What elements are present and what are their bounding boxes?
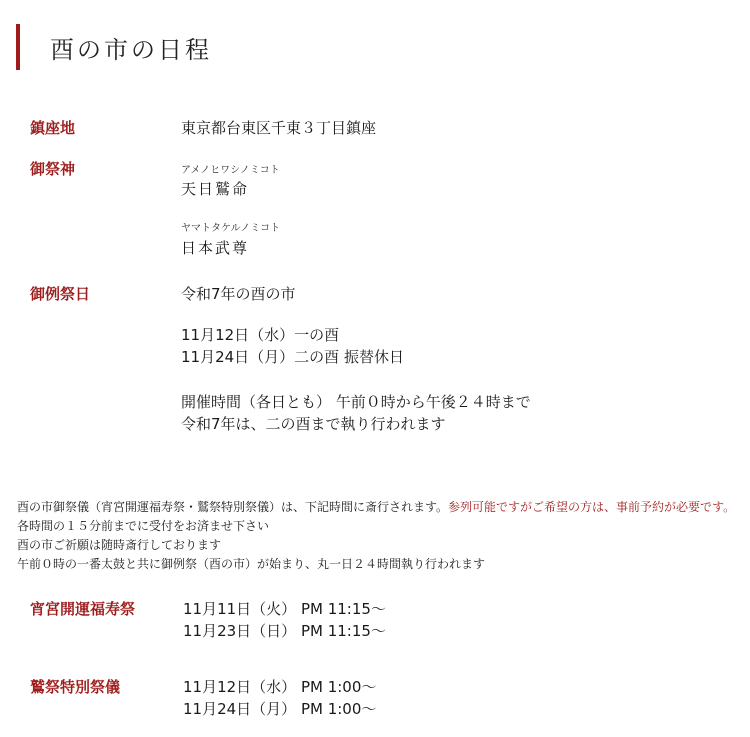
festival-label: 御例祭日	[30, 285, 91, 303]
deity-label: 御祭神	[30, 160, 76, 178]
schedule-washimatsuri-row-1: 11月12日（水） PM 1:00～	[183, 678, 377, 696]
schedule-label-yoimiya: 宵宮開運福寿祭	[30, 600, 136, 618]
notice-line-2: 酉の市ご祈願は随時斎行しております	[17, 538, 222, 552]
shrine-location-label: 鎮座地	[30, 119, 76, 137]
schedule-yoimiya-row-2: 11月23日（日） PM 11:15～	[183, 622, 386, 640]
festival-hours: 開催時間（各日とも） 午前０時から午後２４時まで	[181, 393, 531, 411]
notice-line-1-reception: 各時間の１５分前までに受付をお済ませ下さい	[17, 519, 270, 533]
festival-year-line: 令和7年の酉の市	[181, 285, 296, 303]
page-title: 酉の市の日程	[50, 36, 212, 64]
deity-name-1: 天日鷲命	[181, 180, 250, 198]
title-accent-bar	[16, 24, 20, 70]
notice-line-1	[17, 498, 742, 536]
schedule-yoimiya-row-1: 11月11日（火） PM 11:15～	[183, 600, 386, 618]
notice-line-3: 午前０時の一番太鼓と共に御例祭（酉の市）が始まり、丸一日２４時間執り行われます	[17, 557, 486, 571]
notice-block	[17, 498, 742, 574]
schedule-washimatsuri-row-2: 11月24日（月） PM 1:00～	[183, 700, 377, 718]
festival-note: 令和7年は、二の酉まで執り行われます	[181, 415, 446, 433]
deity-name-2: 日本武尊	[181, 239, 250, 257]
schedule-label-washimatsuri: 鷲祭特別祭儀	[30, 678, 121, 696]
deity-ruby-1: アメノヒワシノミコト	[181, 165, 280, 176]
shrine-location-value: 東京都台東区千東３丁目鎮座	[181, 119, 377, 137]
notice-line-1-text: 酉の市御祭儀（宵宮開運福寿祭・鷲祭特別祭儀）は、下記時間に斎行されます。	[17, 500, 449, 514]
notice-reservation-required: 参列可能ですがご希望の方は、事前予約が必要です。	[448, 500, 736, 514]
festival-date-2: 11月24日（月）二の酉 振替休日	[181, 348, 404, 366]
deity-ruby-2: ヤマトタケルノミコト	[181, 223, 281, 234]
festival-date-1: 11月12日（水）一の酉	[181, 326, 340, 344]
